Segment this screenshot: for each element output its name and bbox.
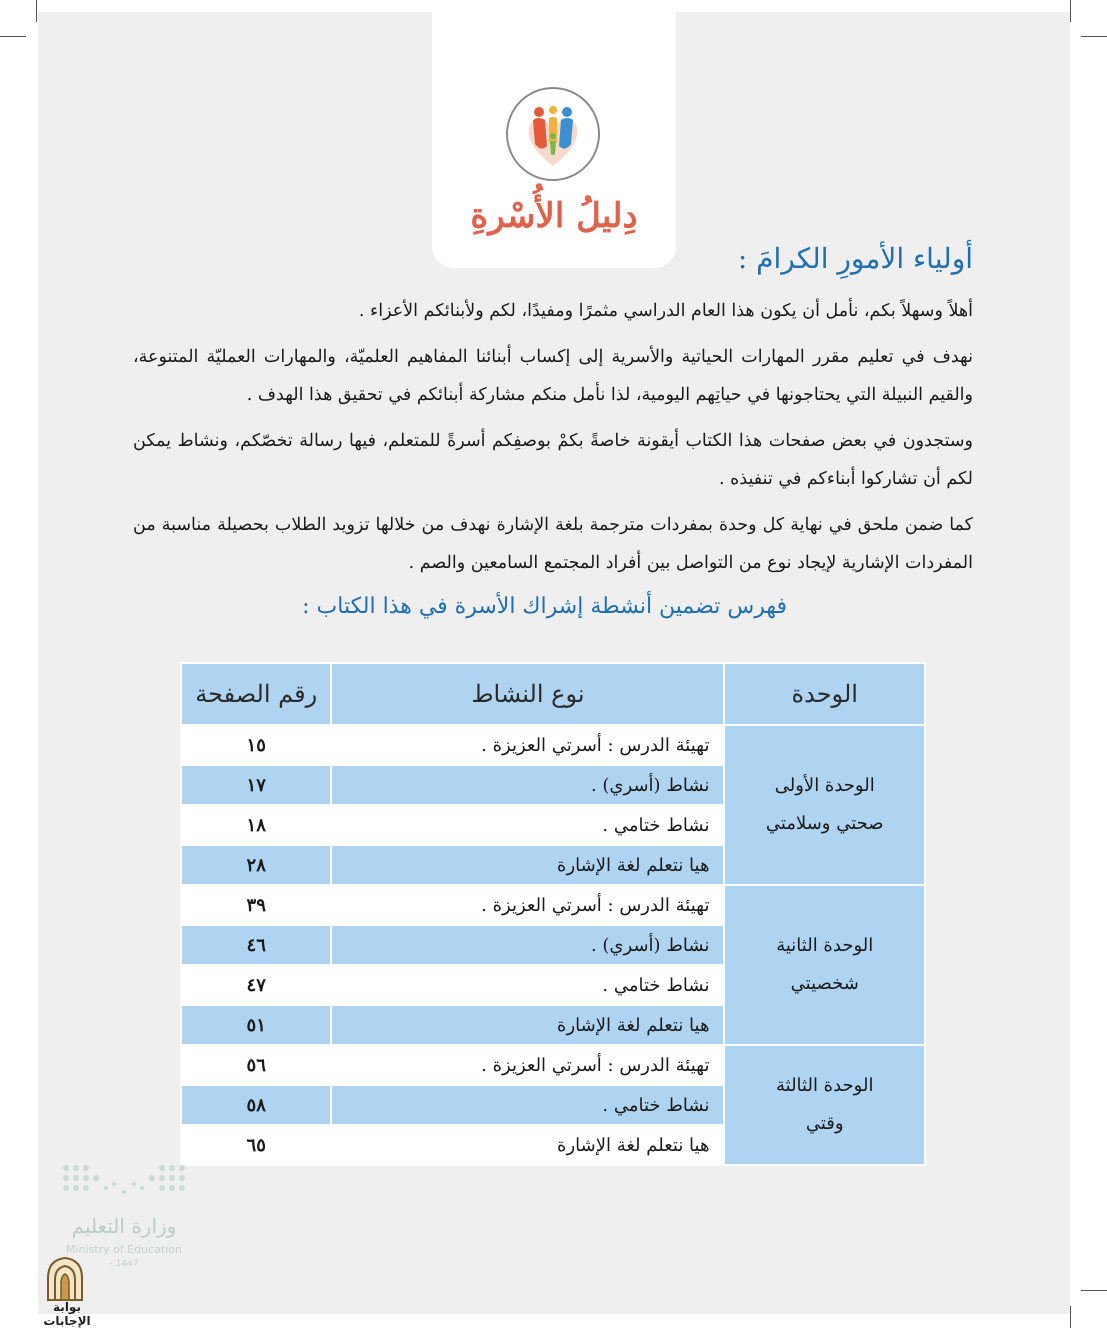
page-cell: ٥٨ — [181, 1085, 331, 1125]
unit-subtitle: صحتي وسلامتي — [765, 813, 884, 834]
page-cell: ١٧ — [181, 765, 331, 805]
activities-table — [180, 662, 926, 1166]
activity-cell: هيا نتعلم لغة الإشارة — [331, 1125, 724, 1165]
activity-cell: نشاط ختامي . — [331, 1085, 724, 1125]
index-heading: فهرس تضمين أنشطة إشراك الأسرة في هذا الكتاب : — [302, 594, 787, 619]
page-cell: ٢٨ — [181, 845, 331, 885]
activity-cell: تهيئة الدرس : أسرتي العزيزة . — [331, 1045, 724, 1085]
page-cell: ١٨ — [181, 805, 331, 845]
page-cell: ٤٧ — [181, 965, 331, 1005]
unit-name: الوحدة الثانية — [776, 935, 874, 956]
ministry-name-english: Ministry of Education — [65, 1243, 182, 1256]
greeting-heading: أولياء الأمورِ الكرامَ : — [737, 242, 973, 275]
table-row — [181, 725, 925, 765]
activity-cell: تهيئة الدرس : أسرتي العزيزة . — [331, 725, 724, 765]
unit-cell — [724, 1045, 925, 1165]
page-cell: ٥١ — [181, 1005, 331, 1045]
activity-cell: هيا نتعلم لغة الإشارة — [331, 845, 724, 885]
table-row — [181, 885, 925, 925]
crop-mark — [1070, 0, 1071, 22]
crop-mark — [1081, 1290, 1107, 1291]
crop-mark — [1070, 1306, 1071, 1328]
portal-dome-icon — [44, 1256, 86, 1302]
header-page: رقم الصفحة — [181, 663, 331, 725]
unit-cell — [724, 885, 925, 1045]
page-title: دِليلُ الأُسْرةِ — [470, 196, 638, 236]
page-cell: ٥٦ — [181, 1045, 331, 1085]
header-unit: الوحدة — [724, 663, 925, 725]
page-cell: ٦٥ — [181, 1125, 331, 1165]
activity-cell: تهيئة الدرس : أسرتي العزيزة . — [331, 885, 724, 925]
page-cell: ٤٦ — [181, 925, 331, 965]
activity-cell: نشاط (أسري) . — [331, 765, 724, 805]
unit-name: الوحدة الثالثة — [775, 1075, 874, 1096]
table-row — [181, 1045, 925, 1085]
activity-cell: نشاط ختامي . — [331, 805, 724, 845]
crop-mark — [1081, 36, 1107, 37]
crop-mark — [36, 0, 37, 22]
sign-language-paragraph: كما ضمن ملحق في نهاية كل وحدة بمفردات مترجمة بلغة الإشارة نهدف من خلالها تزويد الطلاب بحصيلة مناسبة من المفردات الإشارية لإيجاد نوع من التواصل بين أفراد المجتمع السامعين والصم . — [133, 515, 973, 573]
crop-mark — [0, 36, 26, 37]
page-cell: ١٥ — [181, 725, 331, 765]
unit-subtitle: شخصيتي — [790, 973, 859, 994]
activity-cell: نشاط ختامي . — [331, 965, 724, 1005]
page-cell: ٣٩ — [181, 885, 331, 925]
unit-cell — [724, 725, 925, 885]
icon-paragraph: وستجدون في بعض صفحات هذا الكتاب أيقونة خاصةً بكمْ بوصفِكم أسرةً للمتعلم، فيها رسالة تخصّكم، ونشاط يمكن لكم أن تشاركوا أبناءكم في تنفيذه . — [133, 431, 973, 489]
ministry-year: - 1447 — [109, 1259, 139, 1269]
activity-cell: هيا نتعلم لغة الإشارة — [331, 1005, 724, 1045]
goal-paragraph: نهدف في تعليم مقرر المهارات الحياتية والأسرية إلى إكساب أبنائنا المفاهيم العلميّة، والمهارات العمليّة المتنوعة، والقيم النبيلة التي يحتاجونها في حياتِهم اليومية، لذا نأمل منكم مشاركة أبنائكم في تحقيق هذا الهدف . — [133, 347, 973, 405]
portal-label: بوابة الإجابات — [43, 1300, 91, 1328]
header-activity: نوع النشاط — [331, 663, 724, 725]
ministry-name-arabic: وزارة التعليم — [71, 1214, 177, 1238]
activity-cell: نشاط (أسري) . — [331, 925, 724, 965]
intro-paragraph: أهلاً وسهلاً بكم، نأمل أن يكون هذا العام الدراسي مثمرًا ومفيدًا، لكم ولأبنائكم الأعزاء . — [358, 301, 973, 321]
unit-subtitle: وقتي — [805, 1113, 844, 1134]
unit-name: الوحدة الأولى — [774, 775, 875, 796]
table-header-row — [181, 663, 925, 725]
family-heart-icon — [505, 86, 601, 182]
